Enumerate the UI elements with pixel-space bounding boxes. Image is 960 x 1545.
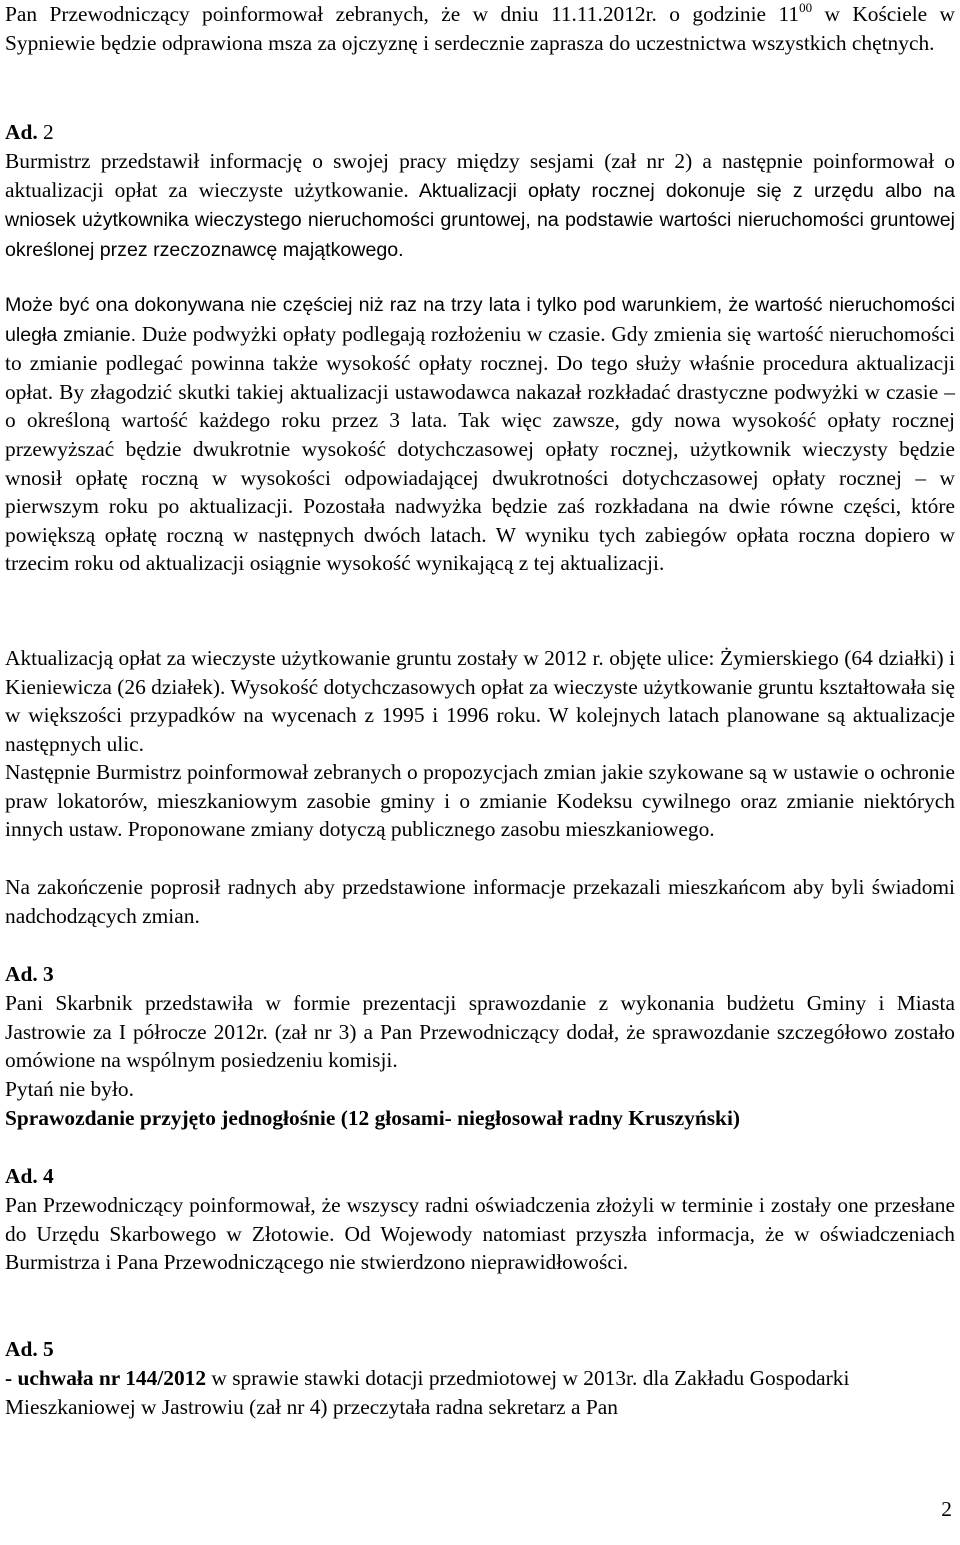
ad3-heading (5, 960, 955, 989)
ad2-paragraph-1 (5, 147, 955, 264)
ad3-resolution (5, 1104, 955, 1133)
ad5-paragraph-1 (5, 1364, 955, 1421)
intro-superscript: 00 (799, 0, 813, 15)
ad2-p1-text: Burmistrz przedstawił informację o swojej pracy między sesjami (zał nr 2) a następnie poinformował o aktualizacji opłat za wieczyste użytkowanie. (5, 149, 955, 202)
ad3-heading-text: Ad. 3 (5, 962, 54, 986)
ad2-p2-sans-text: Może być ona dokonywana nie częściej niż raz na trzy lata i tylko pod warunkiem, że wartość nieruchomości uległa zmianie. (5, 294, 955, 346)
ad5-heading (5, 1335, 955, 1364)
intro-text-a: Pan Przewodniczący poinformował zebranych, że w dniu 11.11.2012r. o godzinie 11 (5, 2, 800, 26)
ad2-heading-num: 2 (37, 120, 54, 144)
ad3-resolution-text: Sprawozdanie przyjęto jednogłośnie (12 głosami- niegłosował radny Kruszyński) (5, 1106, 741, 1130)
ad2-paragraph-4: Następnie Burmistrz poinformował zebranych o propozycjach zmian jakie szykowane są w ustawie o ochronie praw lokatorów, mieszkaniowym zasobie gminy i o zmianie Kodeksu cywilnego oraz zmianie niektórych innych ustaw. Proponowane zmiany dotyczą publicznego zasobu mieszkaniowego. (5, 760, 955, 842)
ad4-paragraph-1: Pan Przewodniczący poinformował, że wszyscy radni oświadczenia złożyli w terminie i zostały one przesłane do Urzędu Skarbowego w Złotowie. Od Wojewody natomiast przyszła informacja, że w oświadczeniach Burmistrza i Pana Przewodniczącego nie stwierdzono nieprawidłowości. (5, 1193, 955, 1275)
intro-paragraph (5, 0, 955, 57)
ad2-paragraph-3: Aktualizacją opłat za wieczyste użytkowanie gruntu zostały w 2012 r. objęte ulice: Żymierskiego (64 działki) i Kieniewicza (26 działek). Wysokość dotychczasowych opłat za wieczyste użytkowanie gruntu kształtowała się w większości przypadków na wycenach z 1995 i 1996 roku. W kolejnych latach planowane są aktualizacje następnych ulic. (5, 646, 955, 756)
intro-text-b: w Kościele w Sypniewie będzie odprawiona msza za ojczyznę i serdecznie zaprasza do uczestnictwa wszystkich chętnych. (5, 2, 955, 55)
ad2-heading (5, 118, 955, 147)
ad2-heading-ad: Ad. (5, 120, 38, 144)
ad4-heading (5, 1162, 955, 1191)
page-number: 2 (941, 1497, 952, 1521)
ad2-paragraph-2 (5, 290, 955, 578)
ad2-p2-text: Duże podwyżki opłaty podlegają rozłożeniu w czasie. Gdy zmienia się wartość nieruchomości to zmianie podlegać powinna także wysokość opłaty rocznej. Do tego służy właśnie procedura aktualizacji opłat. By złagodzić skutki takiej aktualizacji ustawodawca nakazał rozkładać drastyczne podwyżki w czasie – o określoną wartość każdego roku przez 3 lata. Tak więc zawsze, gdy nowa wysokość opłaty rocznej przewyższać będzie dwukrotnie wysokość dotychczasowej opłaty rocznej, użytkownik wieczysty będzie wnosił opłatę roczną w wysokości odpowiadającej dwukrotności dotychczasowej opłaty rocznej – w pierwszym roku po aktualizacji. Pozostała nadwyżka będzie zaś rozkładana na dwie równe części, które powiększą opłatę roczną w następnych dwóch latach. W wyniku tych zabiegów opłata roczna dopiero w trzecim roku od aktualizacji osiągnie wysokość wynikającą z tej aktualizacji. (5, 321, 955, 576)
ad2-paragraph-5: Na zakończenie poprosił radnych aby przedstawione informacje przekazali mieszkańcom aby byli świadomi nadchodzących zmian. (5, 875, 955, 928)
ad5-resolution-number: - uchwała nr 144/2012 (5, 1366, 207, 1390)
ad3-paragraph-1: Pani Skarbnik przedstawiła w formie prezentacji sprawozdanie z wykonania budżetu Gminy i Miasta Jastrowie za I półrocze 2012r. (zał nr 3) a Pan Przewodniczący dodał, że sprawozdanie szczegółowo zostało omówione na wspólnym posiedzeniu komisji. (5, 991, 955, 1073)
ad3-paragraph-2: Pytań nie było. (5, 1077, 134, 1101)
ad5-heading-text: Ad. 5 (5, 1337, 54, 1361)
ad5-p1-text: w sprawie stawki dotacji przedmiotowej w 2013r. dla Zakładu Gospodarki Mieszkaniowej w Jastrowiu (zał nr 4) przeczytała radna sekretarz a Pan (5, 1366, 850, 1419)
ad2-p1-sans-text: Aktualizacji opłaty rocznej dokonuje się z urzędu albo na wniosek użytkownika wieczystego nieruchomości gruntowej, na podstawie wartości nieruchomości gruntowej określonej przez rzeczoznawcę majątkowego. (5, 179, 955, 261)
ad4-heading-text: Ad. 4 (5, 1164, 54, 1188)
